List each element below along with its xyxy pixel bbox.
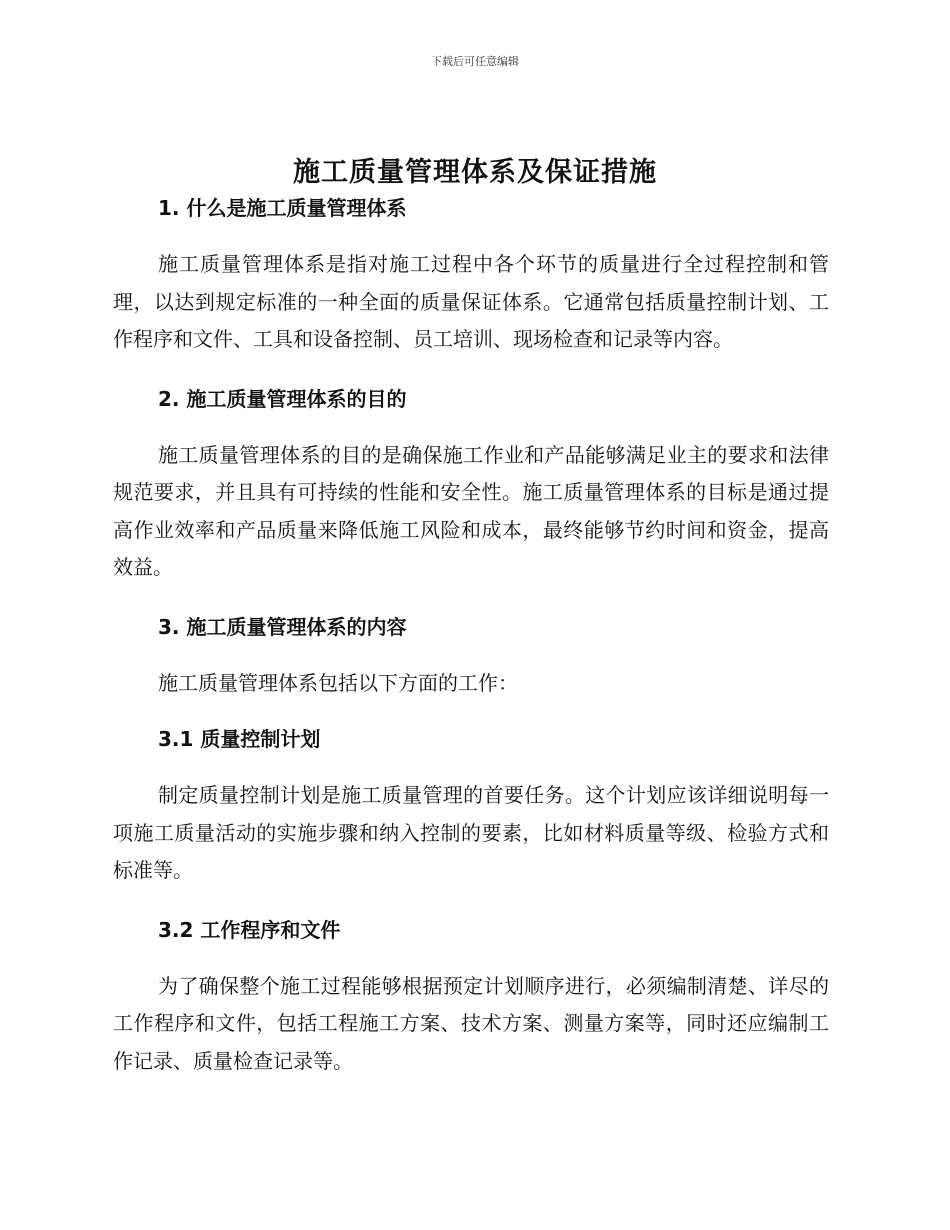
section-paragraph-3-1: 制定质量控制计划是施工质量管理的首要任务。这个计划应该详细说明每一项施工质量活动的实施步骤和纳入控制的要素，比如材料质量等级、检验方式和标准等。 (113, 783, 829, 882)
section-paragraph-3: 施工质量管理体系包括以下方面的工作： (158, 670, 518, 695)
section-heading-3-2: 3.2 工作程序和文件 (158, 917, 341, 942)
section-heading-3: 3. 施工质量管理体系的内容 (158, 614, 407, 639)
section-heading-1: 1. 什么是施工质量管理体系 (158, 196, 407, 220)
document-title: 施工质量管理体系及保证措施 (293, 157, 657, 188)
section-paragraph-2: 施工质量管理体系的目的是确保施工作业和产品能够满足业主的要求和法律规范要求，并且具有可持续的性能和安全性。施工质量管理体系的目标是通过提高作业效率和产品质量来降低施工风险和成本，最终能够节约时间和资金，提高效益。 (113, 442, 829, 579)
document-body (113, 193, 829, 1080)
section-paragraph-3-2: 为了确保整个施工过程能够根据预定计划顺序进行，必须编制清楚、详尽的工作程序和文件，包括工程施工方案、技术方案、测量方案等，同时还应编制工作记录、质量检查记录等。 (113, 973, 829, 1073)
section-paragraph-1: 施工质量管理体系是指对施工过程中各个环节的质量进行全过程控制和管理，以达到规定标准的一种全面的质量保证体系。它通常包括质量控制计划、工作程序和文件、工具和设备控制、员工培训、现场检查和记录等内容。 (113, 252, 829, 351)
section-heading-3-1: 3.1 质量控制计划 (158, 727, 321, 751)
header-note: 下载后可任意编辑 (431, 55, 519, 68)
section-heading-2: 2. 施工质量管理体系的目的 (158, 386, 407, 411)
